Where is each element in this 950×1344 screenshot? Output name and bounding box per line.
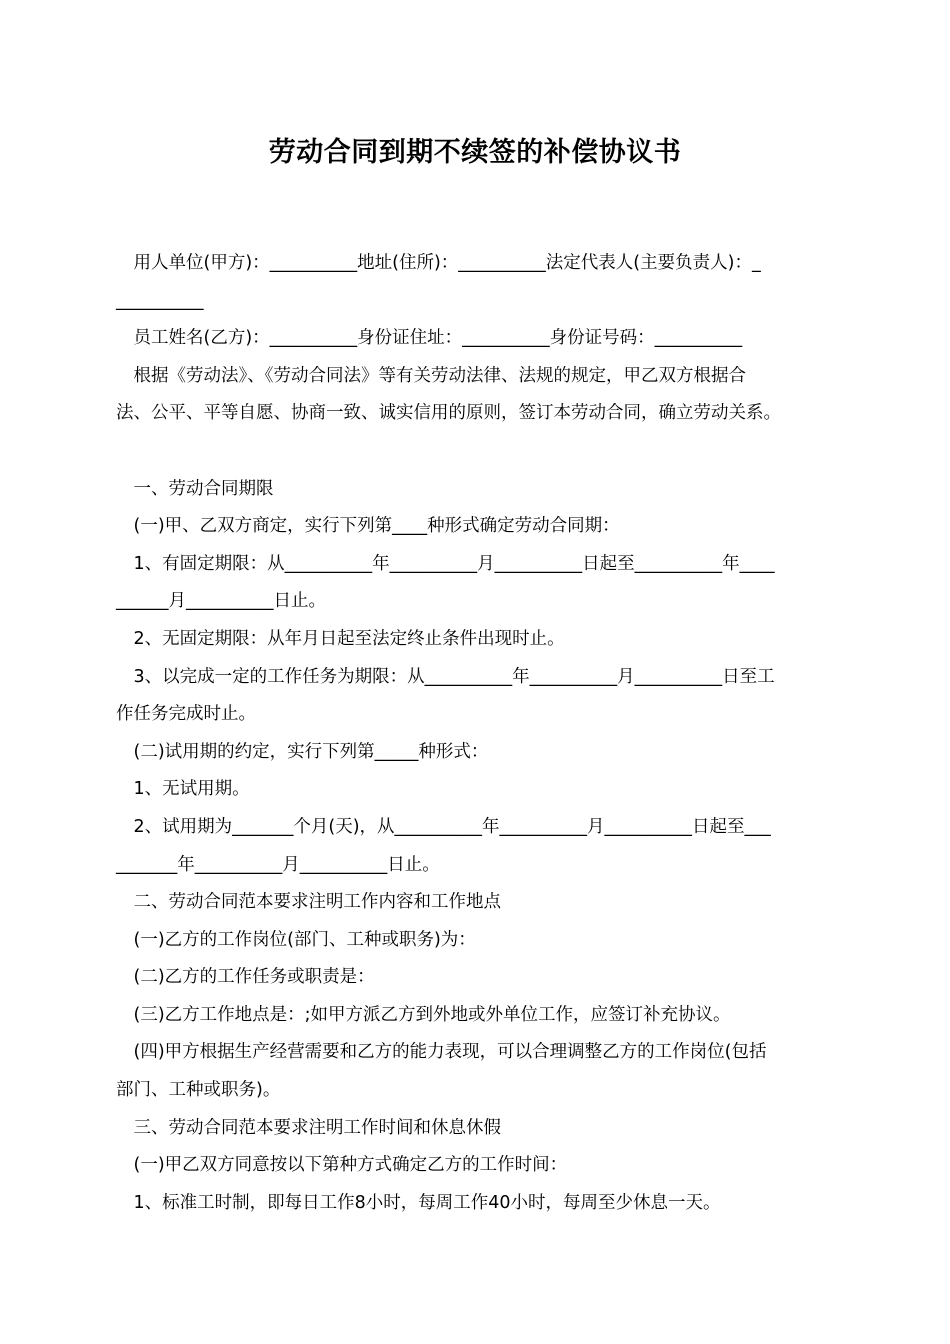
paragraph-line: (四)甲方根据生产经营需要和乙方的能力表现，可以合理调整乙方的工作岗位(包括 — [116, 1042, 767, 1063]
paragraph-line: 2、无固定期限：从年月日起至法定终止条件出现时止。 — [116, 628, 565, 649]
paragraph-line: 用人单位(甲方)：__________地址(住所)：__________法定代表人(主要负责人)：_ — [116, 253, 761, 273]
paragraph-line: (一)甲、乙双方商定，实行下列第____种形式确定劳动合同期： — [116, 516, 620, 537]
paragraph-line: (二)试用期的约定，实行下列第_____种形式： — [116, 741, 489, 762]
paragraph-line: ______月__________日止。 — [116, 591, 326, 612]
paragraph-line: 部门、工种或职务)。 — [116, 1080, 281, 1101]
paragraph-line: _______年__________月__________日止。 — [116, 854, 440, 875]
paragraph-line: __________ — [116, 290, 204, 311]
paragraph-line: 员工姓名(乙方)：__________身份证住址：__________身份证号码：__________ — [116, 328, 743, 349]
paragraph-line: 1、有固定期限：从__________年__________月__________日起至__________年____ — [116, 553, 775, 574]
paragraph-line: 一、劳动合同期限 — [116, 478, 274, 499]
blank-line — [116, 433, 841, 471]
paragraph-line: 3、以完成一定的工作任务为期限：从__________年__________月__________日至工 — [116, 666, 775, 687]
paragraph-line: 作任务完成时止。 — [116, 704, 256, 725]
paragraph-line: 1、无试用期。 — [116, 779, 250, 800]
paragraph-line: 法、公平、平等自愿、协商一致、诚实信用的原则，签订本劳动合同，确立劳动关系。 — [116, 403, 781, 424]
document-body — [116, 245, 841, 1222]
paragraph-line: 三、劳动合同范本要求注明工作时间和休息休假 — [116, 1117, 501, 1138]
paragraph-line: 2、试用期为_______个月(天)，从__________年__________月__________日起至___ — [116, 816, 771, 837]
paragraph-line: (一)甲乙双方同意按以下第种方式确定乙方的工作时间： — [116, 1155, 568, 1176]
paragraph-line: (三)乙方工作地点是：;如甲方派乙方到外地或外单位工作，应签订补充协议。 — [116, 1004, 731, 1025]
paragraph-line: 1、标准工时制，即每日工作8小时，每周工作40小时，每周至少休息一天。 — [116, 1192, 721, 1213]
paragraph-line: 二、劳动合同范本要求注明工作内容和工作地点 — [116, 892, 501, 913]
paragraph-line: (一)乙方的工作岗位(部门、工种或职务)为： — [116, 929, 476, 950]
paragraph-line: (二)乙方的工作任务或职责是： — [116, 967, 375, 988]
document-title: 劳动合同到期不续签的补偿协议书 — [268, 137, 682, 168]
paragraph-line: 根据《劳动法》、《劳动合同法》等有关劳动法律、法规的规定，甲乙双方根据合 — [116, 365, 746, 386]
